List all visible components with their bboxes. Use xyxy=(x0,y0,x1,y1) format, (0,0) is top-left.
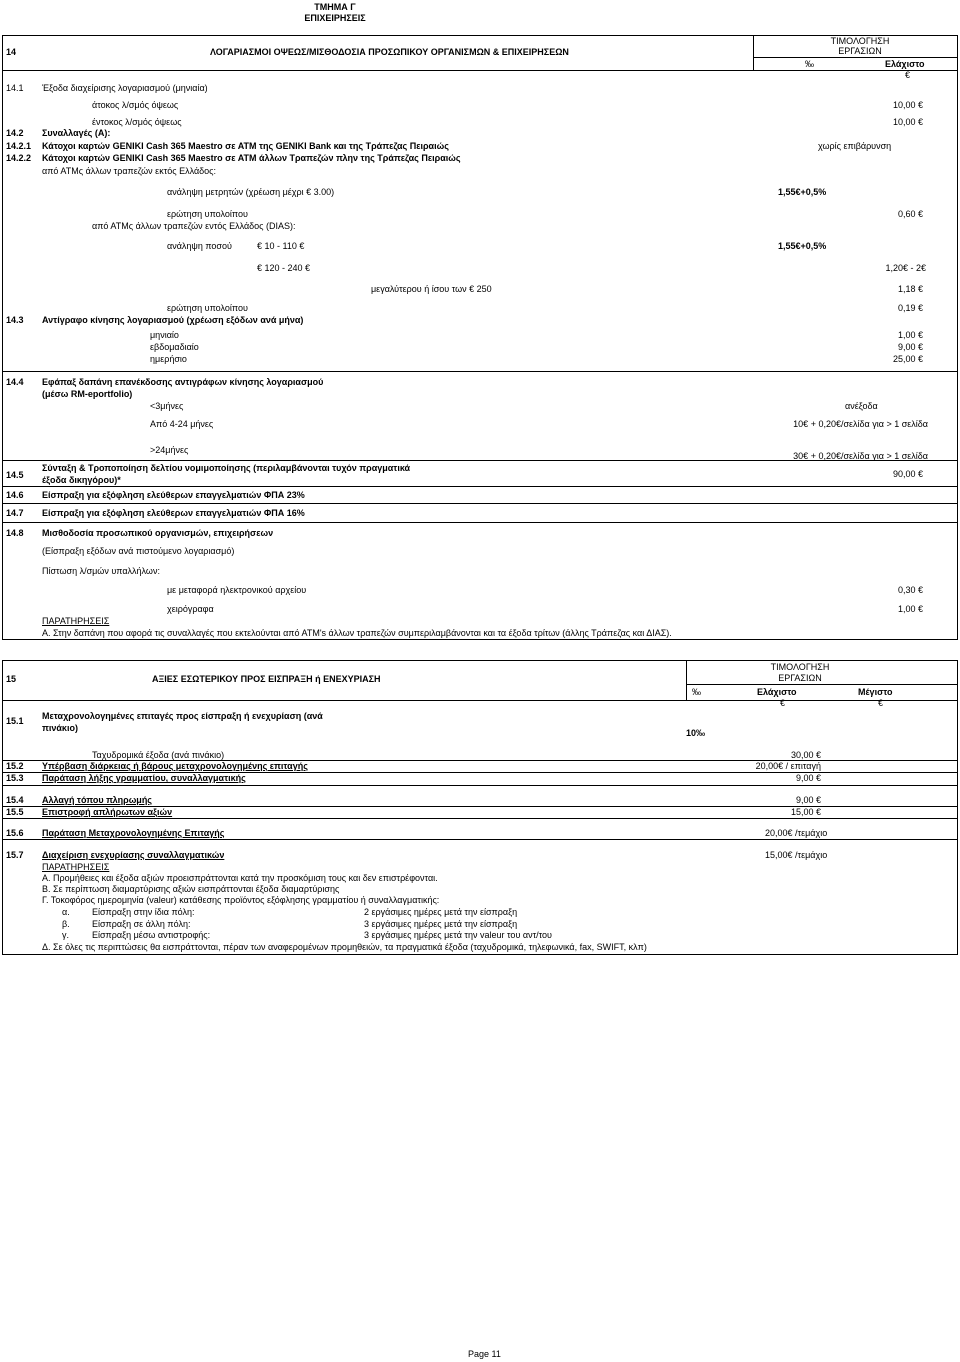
maximum-column-header-15: Μέγιστο xyxy=(858,687,893,697)
euro-unit-max-15: € xyxy=(878,698,884,708)
range-10-110-value: 1,55€+0,5% xyxy=(778,241,827,251)
row-15-4-value: 9,00 € xyxy=(795,795,821,805)
electronic-file-label: με μεταφορά ηλεκτρονικού αρχείου xyxy=(167,585,307,595)
reissue-3-months-value: ανέξοδα xyxy=(845,401,878,411)
row-15-6-number: 15.6 xyxy=(6,828,24,838)
employee-credit-label: Πίστωση λ/σμών υπαλλήλων: xyxy=(42,566,160,576)
row-15-2-text: Υπέρβαση διάρκειας ή βάρους μεταχρονολογημένης επιταγής xyxy=(42,761,308,771)
range-250-label: μεγαλύτερου ή ίσου των € 250 xyxy=(371,284,492,294)
row-15-3-value: 9,00 € xyxy=(795,773,821,783)
note-c-g-value: 3 εργάσιμες ημέρες μετά την valeur του αντ/του xyxy=(364,930,552,940)
section-14-pricing-subline xyxy=(753,57,958,58)
euro-unit-min-15: € xyxy=(780,698,786,708)
reissue-4-24-months-label: Από 4-24 μήνες xyxy=(150,419,214,429)
row-15-7-text: Διαχείριση ενεχυρίασης συναλλαγματικών xyxy=(42,850,225,860)
monthly-label: μηνιαίο xyxy=(150,330,179,340)
section-14-note-a: Α. Στην δαπάνη που αφορά τις συναλλαγές που εκτελούνται από ΑΤΜ's άλλων τραπεζών συμπεριλαμβάνονται και τα έξοδα τρίτων (άλλης Τράπεζας και ΔΙΑΣ). xyxy=(42,628,672,638)
row-14-4-text-line1: Εφάπαξ δαπάνη επανέκδοσης αντιγράφων κίνησης λογαριασμού xyxy=(42,377,324,387)
row-14-4-divider xyxy=(2,371,958,372)
row-14-5-number: 14.5 xyxy=(6,470,24,480)
range-10-110-label: € 10 - 110 € xyxy=(257,241,305,251)
withdraw-counter-label: ανάληψη μετρητών (χρέωση μέχρι € 3.00) xyxy=(167,187,335,197)
row-14-2-number: 14.2 xyxy=(6,128,24,138)
atokos-value: 10,00 € xyxy=(892,100,923,110)
row-14-6-divider xyxy=(2,486,958,487)
note-c-a-label: α. xyxy=(62,907,70,917)
section-15-note-b: Β. Σε περίπτωση διαμαρτύρισης αξιών εισπράττονται έξοδα διαμαρτύρισης xyxy=(42,884,340,894)
entokos-value: 10,00 € xyxy=(892,117,923,127)
row-15-3-text: Παράταση λήξης γραμματίου, συναλλαγματικής xyxy=(42,773,246,783)
row-14-2-2-number: 14.2.2 xyxy=(6,153,32,163)
pricing-header-line2: ΕΡΓΑΣΙΩΝ xyxy=(838,46,882,56)
row-15-1-number: 15.1 xyxy=(6,716,24,726)
permille-column-header: ‰ xyxy=(805,59,814,69)
row-14-7-divider xyxy=(2,503,958,504)
reissue-24-months-value: 30€ + 0,20€/σελίδα για > 1 σελίδα xyxy=(793,451,928,461)
permille-column-header-15: ‰ xyxy=(692,687,701,697)
page-number: Page 11 xyxy=(468,1349,501,1359)
row-14-8-divider xyxy=(2,522,958,523)
row-15-1-permille: 10‰ xyxy=(686,728,706,738)
row-15-2-value: 20,00€ / επιταγή xyxy=(755,761,821,771)
section-15-number: 15 xyxy=(6,674,17,684)
section-14-title: ΛΟΓΑΡΙΑΣΜΟΙ ΟΨΕΩΣ/ΜΙΣΘΟΔΟΣΙΑ ΠΡΟΣΩΠΙΚΟΥ ΟΡΓΑΝΙΣΜΩΝ & ΕΠΙΧΕΙΡΗΣΕΩΝ xyxy=(210,47,569,57)
note-c-a-value: 2 εργάσιμες ημέρες μετά την είσπραξη xyxy=(364,907,518,917)
balance-domestic-label: ερώτηση υπολοίπου xyxy=(167,303,248,313)
note-c-g-label: γ. xyxy=(62,930,70,940)
row-14-4-text-line2: (μέσω RM-eportfolio) xyxy=(42,389,133,399)
row-14-2-text: Συναλλαγές (Α): xyxy=(42,128,111,138)
row-15-6-text: Παράταση Μεταχρονολογημένης Επιταγής xyxy=(42,828,225,838)
weekly-value: 9,00 € xyxy=(897,342,923,352)
range-120-240-value: 1,20€ - 2€ xyxy=(885,263,926,273)
daily-value: 25,00 € xyxy=(892,354,923,364)
row-14-7-number: 14.7 xyxy=(6,508,24,518)
row-14-8-number: 14.8 xyxy=(6,528,24,538)
row-14-5-value: 90,00 € xyxy=(892,469,923,479)
withdraw-amount-label: ανάληψη ποσού xyxy=(167,241,232,251)
reissue-4-24-months-value: 10€ + 0,20€/σελίδα για > 1 σελίδα xyxy=(793,419,928,429)
row-15-7-number: 15.7 xyxy=(6,850,24,860)
row-14-5-text-line1: Σύνταξη & Τροποποίηση δελτίου νομιμοποίησης (περιλαμβάνονται τυχόν πραγματικά xyxy=(42,463,411,473)
withdraw-counter-value: 1,55€+0,5% xyxy=(778,187,827,197)
section-15-note-d: Δ. Σε όλες τις περιπτώσεις θα εισπράττονται, πέραν των αναφερομένων προμηθειών, τα πραγματικά έξοδα (ταχυδρομικά, τηλεφωνικά, fax, SWIFT, κλπ) xyxy=(42,942,647,952)
row-14-8-text: Μισθοδοσία προσωπικού οργανισμών, επιχειρήσεων xyxy=(42,528,274,538)
row-15-3-bottom-divider xyxy=(2,785,958,786)
section-15-note-c: Γ. Τοκοφόρος ημερομηνία (valeur) κατάθεσης προϊόντος εξόφλησης γραμματίου ή συναλλαγματικής: xyxy=(42,895,440,905)
reissue-3-months-label: <3μήνες xyxy=(150,401,184,411)
row-14-1-number: 14.1 xyxy=(6,83,24,93)
domestic-atm-label: από ΑΤΜς άλλων τραπεζών εντός Ελλάδος (DIAS): xyxy=(92,221,296,231)
row-15-5-bottom-divider xyxy=(2,818,958,819)
row-15-5-number: 15.5 xyxy=(6,807,24,817)
section-14-header-divider xyxy=(2,70,958,71)
minimum-column-header: Ελάχιστο xyxy=(885,59,925,69)
row-14-7-text: Είσπραξη για εξόφληση ελεύθερων επαγγελματιών ΦΠΑ 16% xyxy=(42,508,305,518)
row-15-1-text-line1: Μεταχρονολογημένες επιταγές προς είσπραξη ή ενεχυρίαση (ανά xyxy=(42,711,323,721)
row-14-5-text-line2: έξοδα δικηγόρου)* xyxy=(42,475,121,485)
note-c-b-label: β. xyxy=(62,919,70,929)
note-c-b-value: 3 εργάσιμες ημέρες μετά την είσπραξη xyxy=(364,919,518,929)
row-15-6-value: 20,00€ /τεμάχιο xyxy=(765,828,828,838)
section-15-title: ΑΞΙΕΣ ΕΣΩΤΕΡΙΚΟΥ ΠΡΟΣ ΕΙΣΠΡΑΞΗ ή ΕΝΕΧΥΡΙΑΣΗ xyxy=(152,674,381,684)
range-120-240-label: € 120 - 240 € xyxy=(257,263,311,273)
weekly-label: εβδομαδιαίο xyxy=(150,342,199,352)
section-14-pricing-divider xyxy=(753,35,754,70)
row-15-1-text-line2: πινάκιο) xyxy=(42,723,78,733)
section-subheading: ΕΠΙΧΕΙΡΗΣΕΙΣ xyxy=(304,13,366,23)
section-15-pricing-divider xyxy=(686,660,687,700)
row-15-7-value: 15,00€ /τεμάχιο xyxy=(765,850,828,860)
section-14-number: 14 xyxy=(6,47,17,57)
section-15-pricing-subline xyxy=(686,684,958,685)
row-14-1-text: Έξοδα διαχείρισης λογαριασμού (μηνιαία) xyxy=(42,83,208,93)
reissue-24-months-label: >24μήνες xyxy=(150,445,189,455)
daily-label: ημερήσιο xyxy=(150,354,187,364)
row-14-8-subtext: (Είσπραξη εξόδων ανά πιστούμενο λογαριασμό) xyxy=(42,546,235,556)
row-15-5-text: Επιστροφή απλήρωτων αξιών xyxy=(42,807,173,817)
row-14-2-1-number: 14.2.1 xyxy=(6,141,32,151)
row-14-5-divider xyxy=(2,460,958,461)
pricing-header-line2-15: ΕΡΓΑΣΙΩΝ xyxy=(778,673,822,683)
section-14-notes-title: ΠΑΡΑΤΗΡΗΣΕΙΣ xyxy=(42,616,110,626)
pricing-header-line1: ΤΙΜΟΛΟΓΗΣΗ xyxy=(830,36,890,46)
row-15-4-number: 15.4 xyxy=(6,795,24,805)
row-14-2-2-text: Κάτοχοι καρτών GENIKI Cash 365 Maestro σε ΑΤΜ άλλων Τραπεζών πλην της Τράπεζας Πειραιώς xyxy=(42,153,461,163)
row-14-2-1-text: Κάτοχοι καρτών GENIKI Cash 365 Maestro σε ΑΤΜ της GENIKI Bank και της Τράπεζας Πειραιώς xyxy=(42,141,449,151)
atokos-label: άτοκος λ/σμός όψεως xyxy=(92,100,179,110)
section-15-header-divider xyxy=(2,700,958,701)
balance-abroad-label: ερώτηση υπολοίπου xyxy=(167,209,248,219)
section-15-notes-title: ΠΑΡΑΤΗΡΗΣΕΙΣ xyxy=(42,862,110,872)
section-heading: ΤΜΗΜΑ Γ xyxy=(314,2,356,12)
entokos-label: έντοκος λ/σμός όψεως xyxy=(92,117,182,127)
note-c-g-text: Είσπραξη μέσω αντιστροφής: xyxy=(92,930,211,940)
row-15-6-bottom-divider xyxy=(2,839,958,840)
row-14-4-number: 14.4 xyxy=(6,377,24,387)
pricing-header-line1-15: ΤΙΜΟΛΟΓΗΣΗ xyxy=(770,662,830,672)
minimum-column-header-15: Ελάχιστο xyxy=(757,687,797,697)
monthly-value: 1,00 € xyxy=(897,330,923,340)
row-14-6-text: Είσπραξη για εξόφληση ελεύθερων επαγγελματιών ΦΠΑ 23% xyxy=(42,490,305,500)
row-14-3-number: 14.3 xyxy=(6,315,24,325)
handwritten-value: 1,00 € xyxy=(897,604,923,614)
electronic-file-value: 0,30 € xyxy=(897,585,923,595)
handwritten-label: χειρόγραφα xyxy=(167,604,214,614)
row-14-6-number: 14.6 xyxy=(6,490,24,500)
row-15-4-text: Αλλαγή τόπου πληρωμής xyxy=(42,795,152,805)
euro-unit-label: € xyxy=(905,70,911,80)
note-c-b-text: Είσπραξη σε άλλη πόλη: xyxy=(92,919,191,929)
row-15-2-number: 15.2 xyxy=(6,761,24,771)
note-c-a-text: Είσπραξη στην ίδια πόλη: xyxy=(92,907,195,917)
range-250-value: 1,18 € xyxy=(897,284,923,294)
balance-abroad-value: 0,60 € xyxy=(897,209,923,219)
row-15-5-value: 15,00 € xyxy=(790,807,821,817)
postal-fees-label: Ταχυδρομικά έξοδα (ανά πινάκιο) xyxy=(92,750,225,760)
row-15-3-number: 15.3 xyxy=(6,773,24,783)
row-14-2-1-value: χωρίς επιβάρυνση xyxy=(818,141,892,151)
postal-fees-value: 30,00 € xyxy=(790,750,821,760)
abroad-atm-label: από ΑΤΜς άλλων τραπεζών εκτός Ελλάδος: xyxy=(42,166,217,176)
section-15-note-a: Α. Προμήθειες και έξοδα αξιών προεισπράττονται κατά την προσκόμιση τους και δεν επιστρέφονται. xyxy=(42,873,438,883)
row-14-3-text: Αντίγραφο κίνησης λογαριασμού (χρέωση εξόδων ανά μήνα) xyxy=(42,315,304,325)
balance-domestic-value: 0,19 € xyxy=(897,303,923,313)
